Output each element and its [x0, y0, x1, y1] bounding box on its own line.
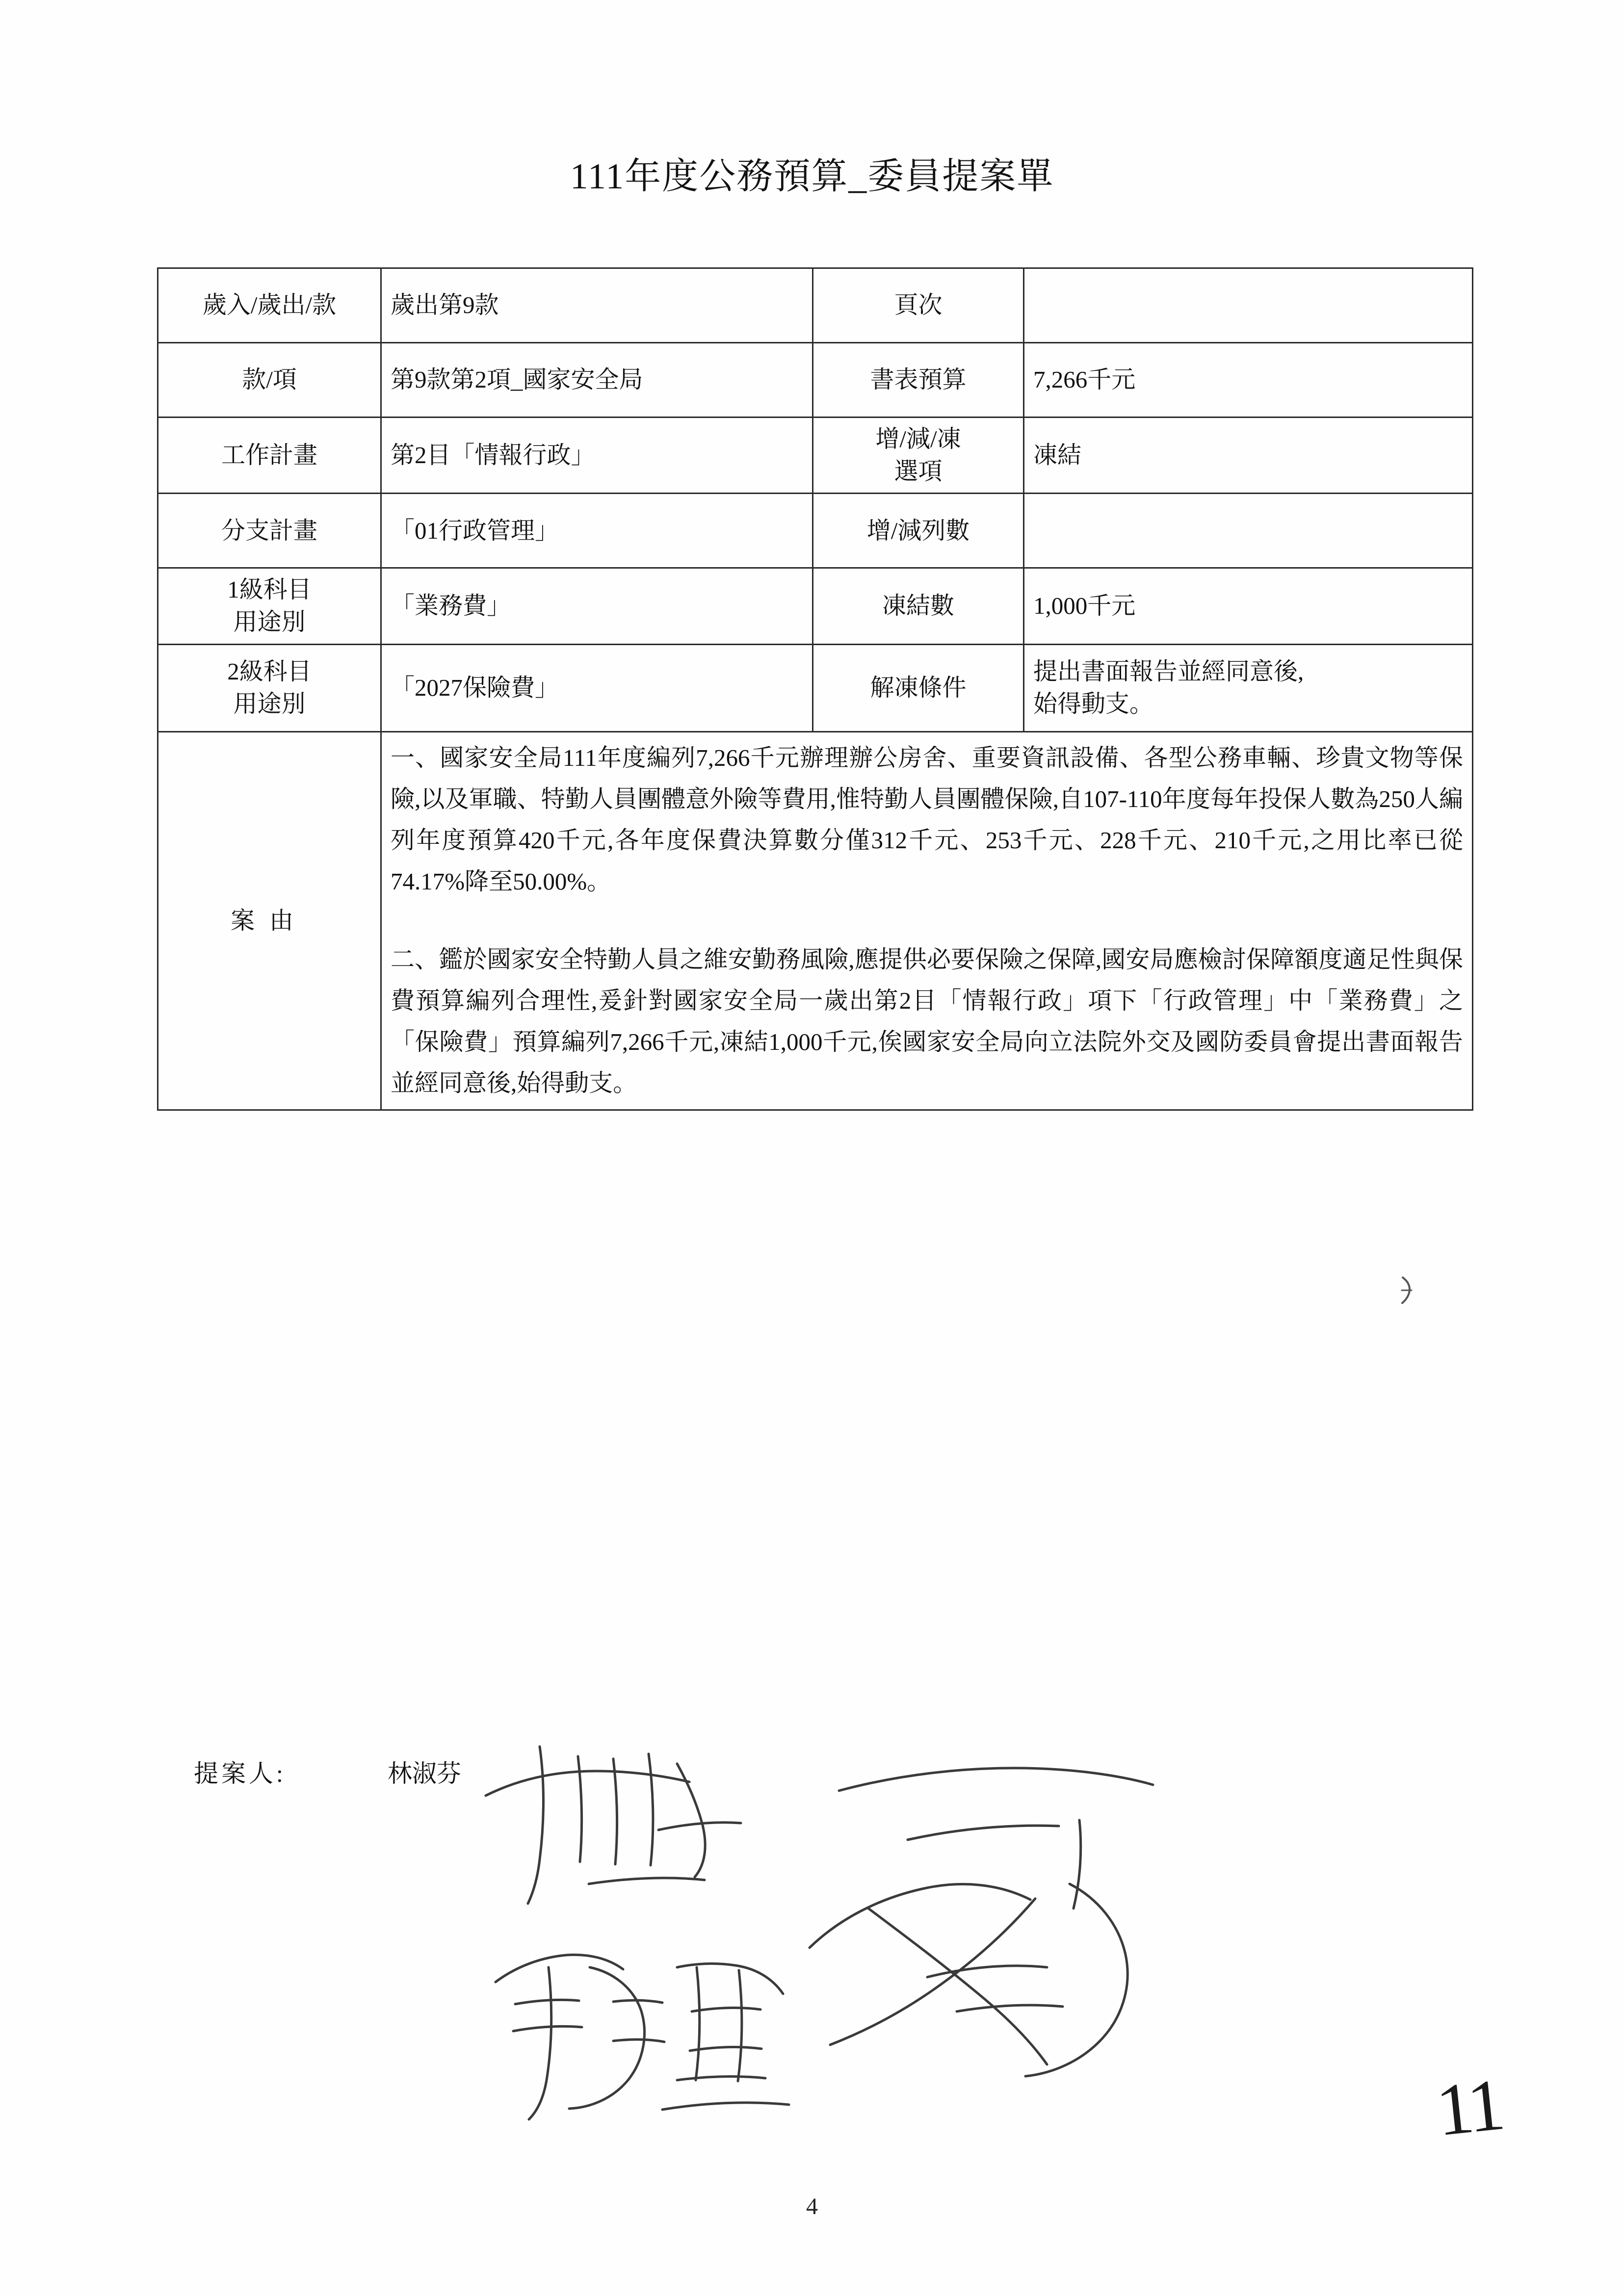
row-label-page-index: 頁次: [813, 268, 1024, 343]
unfreeze-condition-line1: 提出書面報告並經同意後,: [1033, 657, 1304, 685]
table-row: [158, 268, 1473, 343]
level1-account-line2: 用途別: [233, 608, 306, 636]
row-label-income-expenditure: 歲入/歲出/款: [158, 268, 381, 343]
row-label-reason: 案由: [158, 731, 381, 1110]
proposer-name: 林淑芬: [388, 1760, 461, 1787]
row-value-section-item: 第9款第2項_國家安全局: [381, 343, 813, 417]
row-label-unfreeze-condition: 解凍條件: [813, 644, 1024, 731]
table-row: [158, 644, 1473, 731]
level2-account-line1: 2級科目: [227, 657, 312, 685]
row-value-work-plan: 第2目「情報行政」: [381, 417, 813, 494]
row-label-adjust-option: [813, 417, 1024, 494]
row-label-level1-account: [158, 568, 381, 644]
row-value-budget-statement: 7,266千元: [1024, 343, 1473, 417]
stray-pen-mark-icon: [1401, 1276, 1414, 1305]
row-label-level2-account: [158, 644, 381, 731]
row-label-work-plan: 工作計畫: [158, 417, 381, 494]
row-value-adjust-amount: [1024, 494, 1473, 568]
table-row: [158, 568, 1473, 644]
row-label-frozen-amount: 凍結數: [813, 568, 1024, 644]
row-label-branch-plan: 分支計畫: [158, 494, 381, 568]
row-label-adjust-amount: 增/減列數: [813, 494, 1024, 568]
row-label-budget-statement: 書表預算: [813, 343, 1024, 417]
handwritten-page-mark: 11: [1432, 2063, 1506, 2152]
table-row-reason: [158, 731, 1473, 1110]
adjust-option-line2: 選項: [894, 458, 943, 485]
reason-paragraph-1: 一、國家安全局111年度編列7,266千元辦理辦公房舍、重要資訊設備、各型公務車輛、珍貴文物等保險,以及軍職、特勤人員團體意外險等費用,惟特勤人員團體保險,自107-110年度每年投保人數為250人編列年度預算420千元,各年度保費決算數分僅312千元、253千元、228千元、210千元,之用比率已從74.17%降至50.00%。: [391, 744, 1464, 895]
proposer-label: [194, 1754, 286, 1789]
proposal-table: [157, 267, 1473, 1111]
row-value-income-expenditure: 歲出第9款: [381, 268, 813, 343]
page-title: 111年度公務預算_委員提案單: [570, 157, 1054, 197]
row-value-branch-plan: 「01行政管理」: [381, 494, 813, 568]
row-value-unfreeze-condition: [1024, 644, 1473, 731]
signature-area: [466, 1737, 1325, 2178]
table-row: [158, 417, 1473, 494]
adjust-option-line1: 增/減/凍: [875, 425, 961, 452]
reason-paragraph-2: 二、鑑於國家安全特勤人員之維安勤務風險,應提供必要保險之保障,國安局應檢討保障額度適足性與保費預算編列合理性,爰針對國家安全局一歲出第2目「情報行政」項下「行政管理」中「業務費」之「保險費」預算編列7,266千元,凍結1,000千元,俟國家安全局向立法院外交及國防委員會提出書面報告並經同意後,始得動支。: [391, 945, 1463, 1097]
row-value-adjust-option: 凍結: [1024, 417, 1473, 494]
unfreeze-condition-line2: 始得動支。: [1033, 690, 1154, 718]
handwritten-signatures-icon: [466, 1737, 1325, 2178]
proposer-label-text: 提案人:: [194, 1760, 286, 1787]
row-label-section-item: 款/項: [158, 343, 381, 417]
row-value-reason: [381, 731, 1473, 1110]
level1-account-line1: 1級科目: [227, 576, 312, 603]
table-row: [158, 494, 1473, 568]
row-value-level1-account: 「業務費」: [381, 568, 813, 644]
row-value-level2-account: 「2027保險費」: [381, 644, 813, 731]
table-row: [158, 343, 1473, 417]
level2-account-line2: 用途別: [233, 690, 306, 718]
page-number: 4: [806, 2193, 818, 2219]
row-value-page-index: [1024, 268, 1473, 343]
row-value-frozen-amount: 1,000千元: [1024, 568, 1473, 644]
